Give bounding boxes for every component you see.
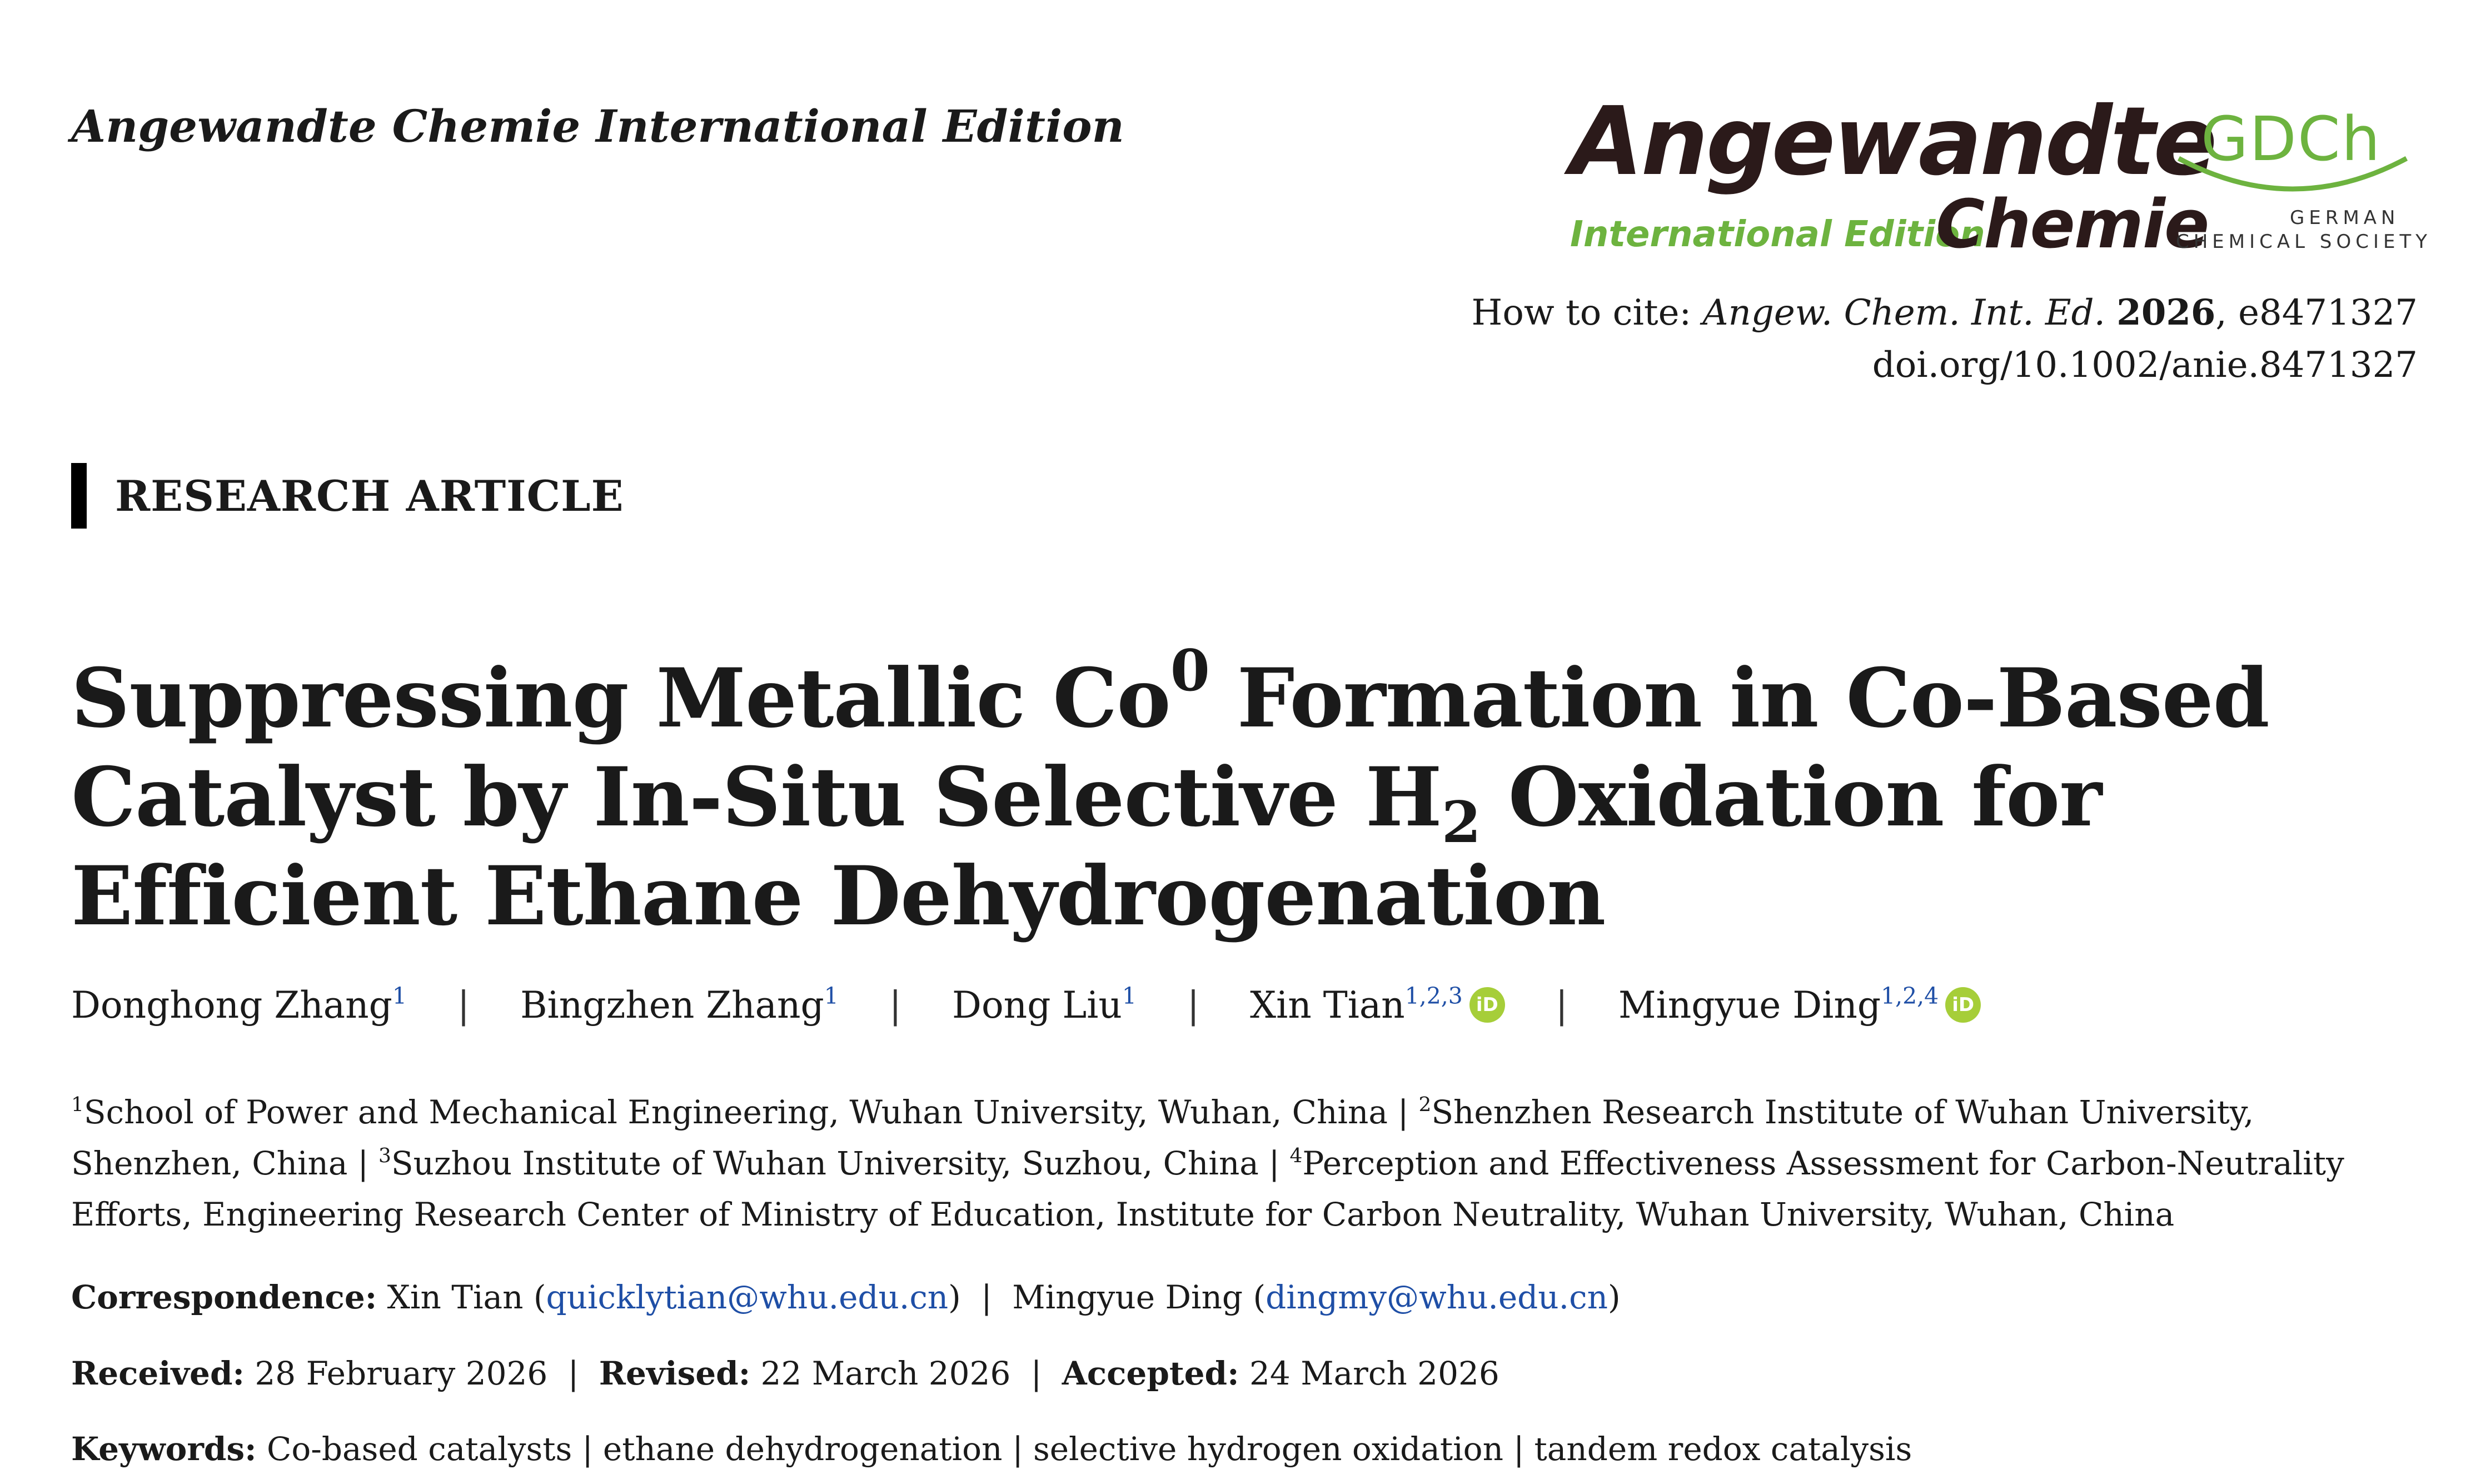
cite-year: 2026 [2116, 292, 2216, 333]
author[interactable] [1618, 984, 1981, 1027]
keywords [71, 1430, 1912, 1468]
author[interactable] [952, 984, 1137, 1027]
affiliation-number: 3 [378, 1144, 391, 1167]
author-name: Donghong Zhang [71, 984, 392, 1027]
author-name: Mingyue Ding [1618, 984, 1881, 1027]
keyword[interactable]: selective hydrogen oxidation [1033, 1430, 1503, 1468]
author-affiliation-ref[interactable]: 1 [1122, 982, 1137, 1009]
cite-journal: Angew. Chem. Int. Ed. [1702, 292, 2105, 333]
keyword[interactable]: ethane dehydrogenation [602, 1430, 1003, 1468]
doi-link[interactable]: doi.org/10.1002/anie.8471327 [1872, 345, 2418, 386]
revised-date: 22 March 2026 [760, 1354, 1011, 1392]
journal-name: Angewandte Chemie International Edition [71, 100, 1124, 152]
date-separator: | [1030, 1354, 1042, 1392]
keyword[interactable]: Co-based catalysts [266, 1430, 572, 1468]
correspondence-person: Mingyue Ding [1012, 1278, 1243, 1316]
title-superscript: 0 [1170, 638, 1209, 705]
author-name: Dong Liu [952, 984, 1122, 1027]
author[interactable] [520, 984, 839, 1027]
cite-id: , e8471327 [2215, 292, 2418, 333]
date-separator: | [567, 1354, 579, 1392]
correspondence-separator: | [981, 1278, 992, 1316]
keyword[interactable]: tandem redox catalysis [1534, 1430, 1912, 1468]
affiliation-text: Shenzhen Research Institute of Wuhan University, Shenzhen, China [71, 1093, 2254, 1182]
author-affiliation-ref[interactable]: 1 [824, 982, 839, 1009]
logo-word-angewandte: Angewandte [1570, 87, 2215, 197]
keyword-separator: | [1012, 1430, 1023, 1468]
how-to-cite [1472, 292, 2418, 333]
title-part2: Formation in Co-Based Catalyst by In-Situ Selective H [71, 651, 2269, 845]
author-separator: | [457, 984, 470, 1027]
correspondence: Correspondence: Xin Tian (quicklytian@whu.edu.cn) | Mingyue Ding (dingmy@whu.edu.cn) [71, 1278, 1621, 1316]
gdch-letters: GDCh [2201, 103, 2382, 175]
author[interactable] [1250, 984, 1505, 1027]
accepted-label: Accepted: [1062, 1354, 1239, 1392]
cite-label: How to cite: [1471, 292, 1703, 333]
title-subscript: 2 [1441, 789, 1481, 856]
affiliation-number: 4 [1289, 1144, 1303, 1167]
correspondence-person: Xin Tian [387, 1278, 524, 1316]
affiliation-text: Perception and Effectiveness Assessment for Carbon-Neutrality Efforts, Engineering Research Center of Ministry of Education, Institute for Carbon Neutrality, Wuhan University, Wuhan, China [71, 1144, 2344, 1233]
author[interactable] [71, 984, 407, 1027]
gdch-line-society: CHEMICAL SOCIETY [2176, 231, 2432, 253]
affiliation-separator: | [357, 1144, 368, 1182]
logo-word-chemie: Chemie [1936, 186, 2209, 263]
affiliation-separator: | [1397, 1093, 1409, 1131]
author-name: Bingzhen Zhang [520, 984, 824, 1027]
gdch-line-german: GERMAN [2290, 207, 2400, 229]
title-part3: Oxidation for Efficient Ethane Dehydrogenation [71, 750, 2102, 944]
orcid-icon[interactable]: iD [1945, 987, 1981, 1023]
article-title [71, 638, 2428, 946]
author-separator: | [889, 984, 902, 1027]
author-affiliation-ref[interactable]: 1,2,3 [1404, 982, 1463, 1009]
logo-international-edition: International Edition [1570, 214, 1985, 255]
author-affiliation-ref[interactable]: 1,2,4 [1881, 982, 1939, 1009]
author-affiliation-ref[interactable]: 1 [392, 982, 407, 1009]
article-type: RESEARCH ARTICLE [115, 471, 624, 521]
author-list [71, 984, 1981, 1027]
keyword-separator: | [582, 1430, 593, 1468]
article-type-bar [71, 463, 87, 529]
keywords-label: Keywords: [71, 1430, 257, 1468]
affiliations [71, 1087, 2428, 1240]
author-separator: | [1555, 984, 1568, 1027]
received-date: 28 February 2026 [255, 1354, 548, 1392]
affiliation-text: School of Power and Mechanical Engineering, Wuhan University, Wuhan, China [83, 1093, 1388, 1131]
email-link[interactable]: dingmy@whu.edu.cn [1266, 1278, 1608, 1316]
affiliation-separator: | [1268, 1144, 1280, 1182]
email-link[interactable]: quicklytian@whu.edu.cn [546, 1278, 949, 1316]
article-dates [71, 1354, 1499, 1392]
affiliation-number: 1 [71, 1093, 84, 1116]
affiliation-number: 2 [1418, 1093, 1432, 1116]
correspondence-label: Correspondence: [71, 1278, 377, 1316]
author-name: Xin Tian [1250, 984, 1405, 1027]
affiliation-text: Suzhou Institute of Wuhan University, Suzhou, China [391, 1144, 1259, 1182]
author-separator: | [1187, 984, 1200, 1027]
orcid-icon[interactable]: iD [1469, 987, 1505, 1023]
received-label: Received: [71, 1354, 245, 1392]
revised-label: Revised: [599, 1354, 751, 1392]
keyword-separator: | [1513, 1430, 1525, 1468]
accepted-date: 24 March 2026 [1249, 1354, 1499, 1392]
title-part1: Suppressing Metallic Co [71, 651, 1170, 746]
